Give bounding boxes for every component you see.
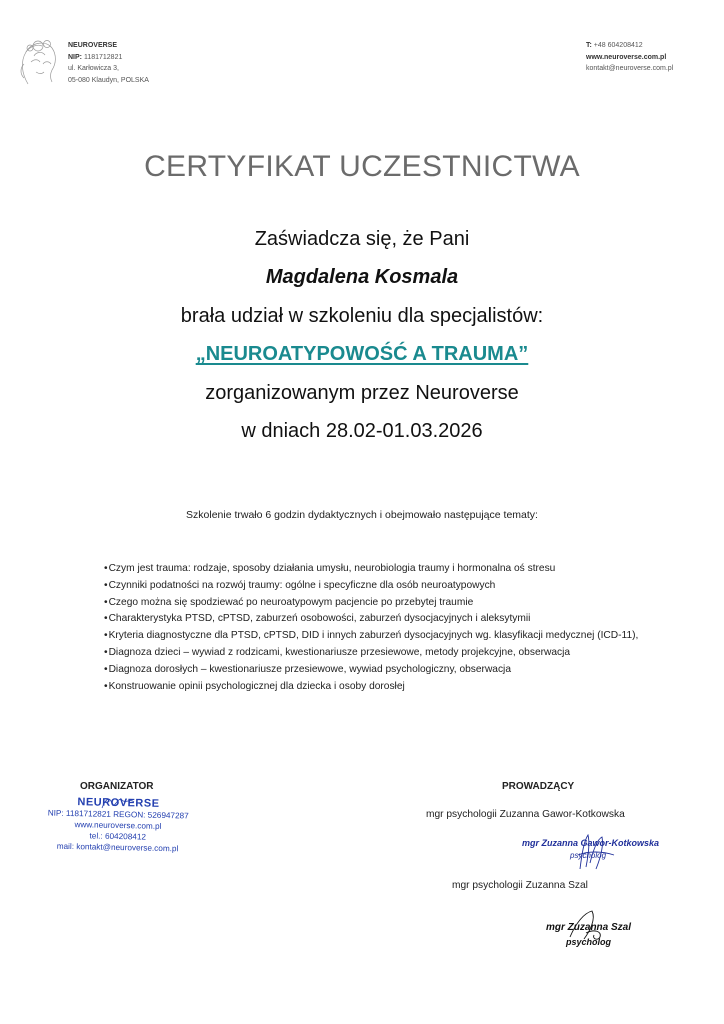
stamp-mail: mail: kontakt@neuroverse.com.pl [56,841,179,854]
trainer-1-stamp-title: psycholog [570,851,607,860]
list-item: • Kryteria diagnostyczne dla PTSD, cPTSD, DID i innych zaburzeń dysocjacyjnych wg. klasyfikacji medycznej (ICD-11), [104,628,638,645]
organizer-heading: ORGANIZATOR [80,781,154,792]
list-item: • Czynniki podatności na rozwój traumy: ogólne i specyficzne dla osób neuroatypowych [104,578,638,595]
phone-value: +48 604208412 [593,42,643,49]
website-text: www.neuroverse.com.pl [586,53,667,61]
trainer-1-stamp: mgr Zuzanna Gawor-Kotkowska [522,838,660,848]
list-item: • Czym jest trauma: rodzaje, sposoby działania umysłu, neurobiologia traumy i hormonalna oś stresu [104,561,638,578]
trainer-1-name: mgr psychologii Zuzanna Gawor-Kotkowska [426,809,625,820]
contact-website [586,52,673,64]
list-item: • Konstruowanie opinii psychologicznej dla dziecka i osoby dorosłej [104,679,638,696]
dates-line: w dniach 28.02-01.03.2026 [241,420,483,442]
neuroverse-logo-icon [14,34,60,90]
organizer-line: zorganizowanym przez Neuroverse [205,382,519,404]
stamp-web: www.neuroverse.com.pl [74,820,162,831]
phone-label: T: [586,42,592,49]
stamp-brand: NEUROVERSE [77,796,160,810]
list-item: • Czego można się spodziewać po neuroatypowym pacjencie po przebytej traumie [104,595,638,612]
nip-value: 1181712821 [83,53,123,61]
trainer-2-name: mgr psychologii Zuzanna Szal [452,880,588,891]
participation-line: brała udział w szkoleniu dla specjalistów: [180,305,544,327]
certify-line: Zaświadcza się, że Pani [254,228,470,250]
trainer-2-stamp-title: psycholog [566,937,612,947]
participant-name: Magdalena Kosmala [265,266,459,288]
list-item: • Diagnoza dorosłych – kwestionariusze przesiewowe, wywiad psychologiczny, obserwacja [104,662,638,679]
course-title: „NEUROATYPOWOŚĆ A TRAUMA” [195,343,529,365]
company-name: NEUROVERSE [68,42,118,49]
list-item: • Diagnoza dzieci – wywiad z rodzicami, kwestionariusze przesiewowe, metody projekcyjne, obserwacja [104,645,638,662]
trainers-heading: PROWADZĄCY [502,781,575,792]
company-info [68,40,149,86]
company-city: 05-080 Klaudyn, POLSKA [68,76,149,84]
training-intro: Szkolenie trwało 6 godzin dydaktycznych i obejmowało następujące tematy: [186,509,538,521]
stamp-ids: NIP: 1181712821 REGON: 526947287 [47,808,189,821]
stamp-tel: tel.: 604208412 [89,831,147,842]
trainer-2-stamp: mgr Zuzanna Szal [546,922,632,933]
organizer-stamp [43,796,192,854]
contact-info [586,40,673,75]
certificate-title: CERTYFIKAT UCZESTNICTWA [144,150,580,183]
company-nip [68,52,149,64]
company-street: ul. Karłowicza 3, [68,65,119,72]
list-item: • Charakterystyka PTSD, cPTSD, zaburzeń osobowości, zaburzeń dysocjacyjnych i aleksytymii [104,611,638,628]
nip-label: NIP: [68,53,82,61]
contact-email: kontakt@neuroverse.com.pl [586,65,674,72]
topics-list [104,561,638,695]
contact-phone [586,40,673,52]
